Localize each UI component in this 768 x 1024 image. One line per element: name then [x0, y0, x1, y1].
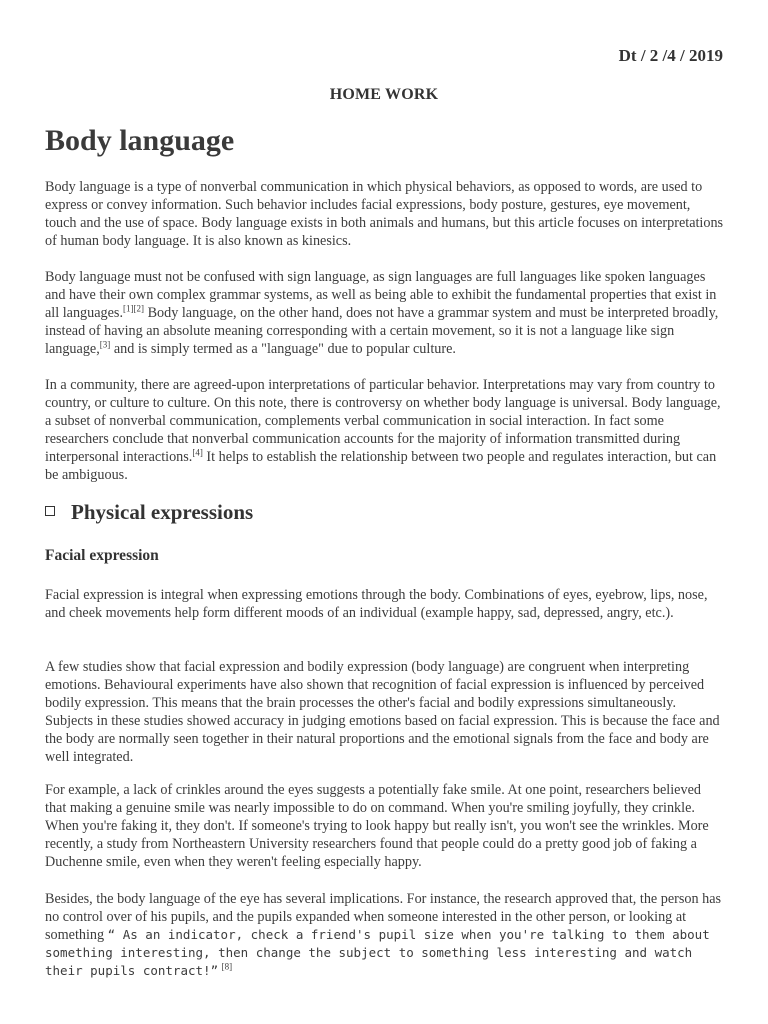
paragraph-text: It helps to establish the relationship between two people and regulates interaction, but can be ambiguous.	[45, 449, 717, 483]
page-title: Body language	[45, 124, 235, 157]
paragraph-sign-language	[45, 268, 725, 358]
citation-ref[interactable]: [8]	[221, 961, 233, 972]
paragraph-text: Body language must not be confused with sign language, as sign languages are full languages like spoken languages and have their own complex grammar systems, as well as being able to exhibit the fundamental properties that exist in all languages.	[45, 269, 717, 321]
citation-ref[interactable]: [1][2]	[123, 303, 145, 314]
paragraph-text: Body language, on the other hand, does not have a grammar system and must be interpreted broadly, instead of having an absolute meaning corresponding with a certain movement, so it is not a language like sign language,	[45, 305, 719, 357]
paragraph-facial-1: Facial expression is integral when expressing emotions through the body. Combinations of eyes, eyebrow, lips, nose, and cheek movements help form different moods of an individual (example happy, sad, depressed, angry, etc.).	[45, 587, 708, 621]
section-heading: Physical expressions	[71, 500, 254, 524]
paragraph-text: and is simply termed as a "language" due to popular culture.	[110, 341, 456, 357]
citation-ref[interactable]: [3]	[99, 339, 111, 350]
paragraph-facial-2: A few studies show that facial expression and bodily expression (body language) are congruent when interpreting emotions. Behavioural experiments have also shown that recognition of facial expression is influenced by perceived bodily expression. This means that the brain processes the other's facial and bodily expressions simultaneously. Subjects in these studies showed accuracy in judging emotions based on facial expression. This is because the face and the body are normally seen together in their natural proportions and the emotional signals from the face and body are well integrated.	[45, 659, 720, 765]
date-label: Dt / 2 /4 / 2019	[618, 46, 723, 65]
paragraph-facial-3: For example, a lack of crinkles around the eyes suggests a potentially fake smile. At one point, researchers believed that making a genuine smile was nearly impossible to do on command. When you're smiling joyfully, they crinkle. When you're faking it, they don't. If someone's trying to look happy but really isn't, you won't see the wrinkles. More recently, a study from Northeastern University researchers found that people could do a pretty good job of faking a Duchenne smile, even when they weren't feeling especially happy.	[45, 782, 709, 870]
paragraph-text: Besides, the body language of the eye has several implications. For instance, the research approved that, the person has no control over of his pupils, and the pupils expanded when someone interested in the other person, or looking at something	[45, 891, 722, 943]
paragraph-community	[45, 376, 725, 484]
subsection-heading: Facial expression	[45, 547, 159, 564]
checkbox-bullet-icon	[45, 506, 55, 516]
paragraph-text: In a community, there are agreed-upon interpretations of particular behavior. Interpretations may vary from country to country, or culture to culture. On this note, there is controversy on whether body language is universal. Body language, a subset of nonverbal communication, complements verbal communication in social interaction. In fact some researchers conclude that nonverbal communication accounts for the majority of information transmitted during interpersonal interactions.	[45, 377, 721, 465]
paragraph-facial-4	[45, 890, 725, 980]
citation-ref[interactable]: [4]	[192, 447, 203, 458]
homework-label: HOME WORK	[329, 86, 439, 103]
quoted-text: “ As an indicator, check a friend's pupil size when you're talking to them about something interesting, then change the subject to something less interesting and watch their pupils contract!”	[45, 927, 710, 978]
paragraph-intro: Body language is a type of nonverbal communication in which physical behaviors, as opposed to words, are used to express or convey information. Such behavior includes facial expressions, body posture, gestures, eye movement, touch and the use of space. Body language exists in both animals and humans, but this article focuses on interpretations of human body language. It is also known as kinesics.	[45, 179, 724, 249]
section-heading-row	[45, 500, 253, 525]
